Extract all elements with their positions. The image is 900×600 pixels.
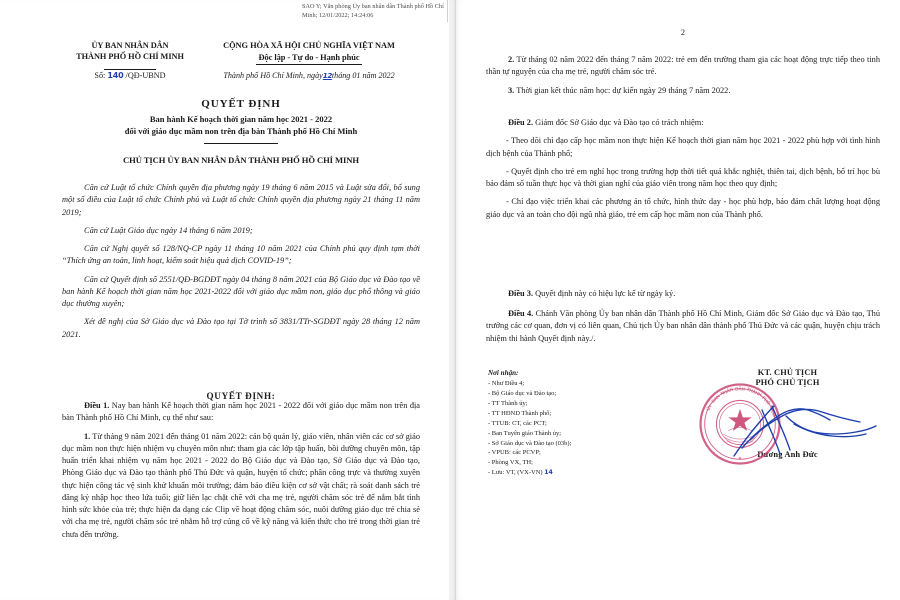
svg-text:PHỐ: PHỐ bbox=[760, 395, 772, 406]
article-4-section bbox=[486, 308, 880, 345]
copy-stamp-divider bbox=[447, 0, 448, 22]
title-divider bbox=[204, 143, 278, 144]
article-1-paragraph bbox=[62, 400, 420, 425]
article-4-label: Điều 4. bbox=[508, 309, 534, 318]
signer-title-line-2: PHÓ CHỦ TỊCH bbox=[755, 378, 820, 387]
article-1-item-1 bbox=[62, 431, 420, 541]
page-number: 2 bbox=[680, 28, 686, 37]
decision-subtitle-line-2: đối với giáo dục mầm non trên địa bàn Thành phố Hồ Chí Minh bbox=[124, 126, 358, 137]
place-and-date bbox=[198, 71, 420, 80]
article-3-section bbox=[486, 288, 880, 300]
number-handwritten-value: 140 bbox=[107, 71, 124, 80]
list-item bbox=[488, 468, 673, 478]
svg-text:DÂN: DÂN bbox=[735, 386, 745, 392]
item-1-label: 1. bbox=[84, 431, 91, 441]
list-item: - Ban Tuyên giáo Thành ủy; bbox=[488, 429, 562, 437]
article-1-section bbox=[62, 400, 420, 541]
list-item-text: - Lưu: VT, (VX-VN) bbox=[488, 469, 543, 477]
copy-certification-stamp: SAO Y; Văn phòng Ủy ban nhân dân Thành phố Hồ Chí Minh; 12/01/2022; 14:24:06 bbox=[302, 3, 444, 19]
svg-text:NHÂN: NHÂN bbox=[719, 386, 734, 397]
svg-text:THÀNH: THÀNH bbox=[746, 386, 763, 398]
article-2-paragraph bbox=[486, 117, 880, 129]
decision-keyword-text: QUYẾT ĐỊNH: bbox=[206, 391, 276, 401]
article-1-text: Nay ban hành Kế hoạch thời gian năm học 2021 - 2022 đối với giáo dục mầm non trên địa bàn Thành phố Hồ Chí Minh, cụ thể như sau: bbox=[62, 401, 421, 423]
recipients-title: Nơi nhận: bbox=[488, 369, 519, 377]
document-number-row bbox=[62, 71, 420, 80]
article-1-item-3 bbox=[486, 85, 880, 97]
list-item: - TT HĐND Thành phố; bbox=[488, 409, 552, 417]
item-1-text: Từ tháng 9 năm 2021 đến tháng 01 năm 2022: cán bộ quản lý, giáo viên, nhân viên các cơ sở giáo dục mầm non thực hiện nhiệm vụ chuyên môn như: tham gia các lớp tập huấn, bồi dưỡng chuyên môn, tập huấn triển khai nhiệm vụ năm học 2021 - 2022 do Bộ Giáo dục và Đào tạo, Sở Giáo dục và Đào tạo, Phòng Giáo dục và Đào tạo thành phố Thủ Đức và quận, huyện tổ chức; phân công trực và thường xuyên thực hiện công tác vệ sinh khử khuẩn môi trường; đảm bảo điều kiện cơ sở vật chất; rà soát danh sách trẻ đăng ký nhập học theo lứa tuổi; giữ liên lạc chặt chẽ với cha mẹ trẻ, người chăm sóc trẻ để nắm bắt tình hình sức khỏe của trẻ; thực hiện đa dạng các Clip về hoạt động chăm sóc, nuôi dưỡng giáo dục trẻ chia sẻ với cha mẹ trẻ, người chăm sóc trẻ nhằm hỗ trợ củng cố về kỹ năng và kiến thức cho trẻ trong thời gian trẻ chưa đến trường. bbox=[62, 431, 420, 539]
item-2-text: Từ tháng 02 năm 2022 đến tháng 7 năm 2022: trẻ em đến trường tham gia các hoạt động trực tiếp theo tinh thần tự nguyện của cha mẹ trẻ, người chăm sóc trẻ. bbox=[486, 55, 880, 77]
signature-block bbox=[690, 368, 885, 459]
country-name: CỘNG HÒA XÃ HỘI CHỦ NGHĨA VIỆT NAM bbox=[223, 41, 395, 50]
svg-text:HCM: HCM bbox=[768, 406, 778, 418]
date-day-handwritten: 12 bbox=[322, 71, 332, 80]
place-date-suffix: tháng 01 năm 2022 bbox=[331, 71, 395, 80]
recipients-block bbox=[488, 368, 673, 478]
article-2-text: Giám đốc Sở Giáo dục và Đào tạo có trách nhiệm: bbox=[533, 118, 704, 127]
list-item: - Như Điều 4; bbox=[488, 380, 525, 388]
article-1-label: Điều 1. bbox=[84, 401, 110, 410]
item-2-label: 2. bbox=[508, 55, 515, 64]
item-3-label: 3. bbox=[508, 85, 515, 95]
preamble-section bbox=[62, 182, 420, 341]
preamble-item: Căn cứ Luật Giáo dục ngày 14 tháng 6 năm 2019; bbox=[84, 225, 253, 235]
signer-title-line-1: KT. CHỦ TỊCH bbox=[757, 368, 818, 377]
number-prefix-label: Số: bbox=[94, 71, 106, 80]
article-4-paragraph bbox=[486, 308, 880, 345]
svg-text:★: ★ bbox=[738, 455, 742, 461]
decision-subtitle-line-1: Ban hành Kế hoạch thời gian năm học 2021 - 2022 bbox=[149, 114, 333, 124]
item-3-text: Thời gian kết thúc năm học: dự kiến ngày 29 tháng 7 năm 2022. bbox=[514, 85, 731, 95]
list-item: - TTUB: CT, các PCT; bbox=[488, 419, 547, 427]
list-item: - Phòng VX, TH; bbox=[488, 459, 533, 467]
list-item: - Sở Giáo dục và Đào tạo (03b); bbox=[488, 439, 572, 447]
article-2-label: Điều 2. bbox=[508, 118, 534, 127]
article-2-bullet: - Quyết định cho trẻ em nghỉ học trong trường hợp thời tiết quá khắc nghiệt, thiên tai, dịch bệnh, bố trí học bù bảo đảm số tuần thực học và thời gian nghỉ của giáo viên trong năm học theo quy định; bbox=[486, 166, 880, 188]
article-3-text: Quyết định này có hiệu lực kể từ ngày ký. bbox=[533, 289, 676, 298]
article-3-label: Điều 3. bbox=[508, 289, 534, 298]
article-4-text: Chánh Văn phòng Ủy ban nhân dân Thành phố Hồ Chí Minh, Giám đốc Sở Giáo dục và Đào tạo, Thủ trưởng các cơ quan, đơn vị có liên quan, Chủ tịch Ủy ban nhân dân thành phố Thủ Đức và các quận, huyện chịu trách nhiệm thi hành Quyết định này./. bbox=[486, 309, 881, 343]
list-item: - VPUB: các PCVP; bbox=[488, 449, 541, 457]
article-1-item-2 bbox=[486, 54, 880, 79]
number-suffix-label: /QĐ-UBND bbox=[125, 71, 166, 80]
list-item: - Bộ Giáo dục và Đào tạo; bbox=[488, 390, 557, 398]
preamble-item: Căn cứ Luật tổ chức Chính quyền địa phương ngày 19 tháng 6 năm 2015 và Luật sửa đổi, bổ sung một số điều của Luật tổ chức Chính phủ và Luật tổ chức Chính quyền địa phương ngày 21 tháng 11 năm 2019; bbox=[62, 183, 420, 217]
handwritten-signature bbox=[728, 390, 878, 464]
article-2-bullet: - Chỉ đạo việc triển khai các phương án tổ chức, hình thức dạy - học phù hợp, bảo đảm chất lượng hoạt động giáo dục và an toàn cho đội ngũ nhà giáo, trẻ em cấp học mầm non của Thành phố. bbox=[486, 197, 880, 219]
agency-line-1: ỦY BAN NHÂN DÂN bbox=[91, 41, 169, 50]
agency-line-2: THÀNH PHỐ HỒ CHÍ MINH bbox=[76, 52, 184, 62]
document-number bbox=[62, 71, 198, 80]
article-3-paragraph bbox=[486, 288, 880, 300]
svg-text:BAN: BAN bbox=[710, 393, 721, 404]
national-heading bbox=[198, 40, 420, 74]
decision-subtitle bbox=[62, 113, 420, 138]
preamble-item: Căn cứ Quyết định số 2551/QĐ-BGDĐT ngày 04 tháng 8 năm 2021 của Bộ Giáo dục và Đào tạo về ban hành Kế hoạch thời gian năm học 2021-2022 đối với giáo dục mầm non, giáo dục phổ thông và giáo dục thường xuyên; bbox=[62, 274, 420, 308]
svg-text:ỦY: ỦY bbox=[705, 403, 713, 412]
preamble-item: Căn cứ Nghị quyết số 128/NQ-CP ngày 11 tháng 10 năm 2021 của Chính phủ quy định tạm thời “Thích ứng an toàn, linh hoạt, kiểm soát hiệu quả dịch COVID-19”; bbox=[62, 244, 420, 266]
preamble-item: Xét đề nghị của Sở Giáo dục và Đào tạo tại Tờ trình số 3831/TTr-SGDĐT ngày 28 tháng 12 năm 2021. bbox=[62, 317, 420, 339]
signer-name: Dương Anh Đức bbox=[757, 449, 818, 459]
list-item: - TT Thành ủy; bbox=[488, 400, 528, 408]
recipients-handwritten-count: 14 bbox=[544, 469, 553, 477]
issuing-authority-heading: CHỦ TỊCH ỦY BAN NHÂN DÂN THÀNH PHỐ HỒ CHÍ MINH bbox=[123, 155, 359, 165]
article-2-section bbox=[486, 117, 880, 221]
decision-title-block bbox=[62, 98, 420, 144]
place-date-prefix: Thành phố Hồ Chí Minh, ngày bbox=[223, 71, 323, 80]
recipients-list bbox=[488, 379, 673, 478]
issuing-agency bbox=[62, 40, 198, 74]
national-motto: Độc lập - Tự do - Hạnh phúc bbox=[256, 52, 361, 65]
page-title: QUYẾT ĐỊNH bbox=[201, 98, 281, 110]
article-2-bullet: - Theo dõi chỉ đạo cấp học mầm non thực hiện Kế hoạch thời gian năm học 2021 - 2022 phù hợp với tình hình dịch bệnh của Thành phố; bbox=[486, 136, 880, 158]
document-masthead bbox=[62, 40, 420, 74]
article-1-items-continued bbox=[486, 54, 880, 97]
